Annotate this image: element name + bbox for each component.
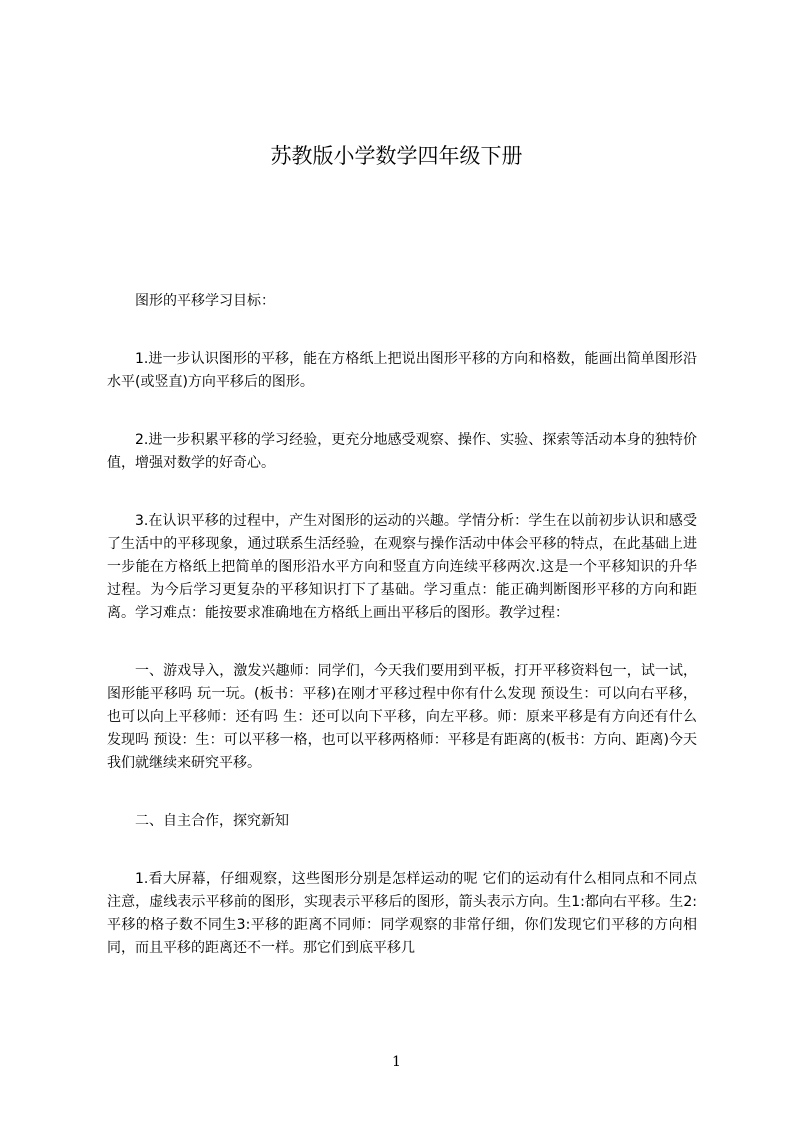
paragraph-spacer — [107, 833, 697, 868]
document-title: 苏教版小学数学四年级下册 — [270, 144, 523, 168]
paragraph-spacer — [107, 475, 697, 510]
paragraph-spacer — [107, 394, 697, 429]
paragraph-objective-2: 2.进一步积累平移的学习经验，更充分地感受观察、操作、实验、探索等活动本身的独特价值，增强对数学的好奇心。 — [107, 432, 697, 471]
paragraph-section-2-heading: 二、自主合作，探究新知 — [135, 813, 289, 829]
paragraph-objectives-heading: 图形的平移学习目标： — [135, 293, 275, 309]
page-number: 1 — [392, 1054, 401, 1070]
paragraph-section-1: 一、游戏导入，激发兴趣师：同学们，今天我们要用到平板，打开平移资料包一，试一试，图形能平移吗 玩一玩。(板书：平移)在刚才平移过程中你有什么发现 预设生：可以向右平移，也可以向上平移师：还有吗 生：还可以向下平移，向左平移。师：原来平移是有方向还有什么发现吗 预设：生：可以平移一格，也可以平移两格师：平移是有距离的(板书：方向、距离)今天我们就继续来研究平移。 — [107, 663, 697, 771]
paragraph-spacer — [107, 625, 697, 660]
paragraph-objective-3: 3.在认识平移的过程中，产生对图形的运动的兴趣。学情分析：学生在以前初步认识和感受了生活中的平移现象，通过联系生活经验，在观察与操作活动中体会平移的特点，在此基础上进一步能在方格纸上把简单的图形沿水平方向和竖直方向连续平移两次.这是一个平移知识的升华过程。为今后学习更复杂的平移知识打下了基础。学习重点：能正确判断图形平移的方向和距离。学习难点：能按要求准确地在方格纸上画出平移后的图形。教学过程： — [107, 513, 697, 621]
paragraph-spacer — [107, 313, 697, 348]
document-body — [107, 290, 702, 960]
paragraph-section-2-step-1: 1.看大屏幕，仔细观察，这些图形分别是怎样运动的呢 它们的运动有什么相同点和不同点 注意，虚线表示平移前的图形，实现表示平移后的图形，箭头表示方向。生1:都向右平移。生2:平移的格子数不同生3:平移的距离不同师：同学观察的非常仔细，你们发现它们平移的方向相同，而且平移的距离还不一样。那它们到底平移几 — [107, 871, 702, 956]
paragraph-objective-1: 1.进一步认识图形的平移，能在方格纸上把说出图形平移的方向和格数，能画出简单图形沿水平(或竖直)方向平移后的图形。 — [107, 351, 697, 390]
paragraph-spacer — [107, 775, 697, 810]
